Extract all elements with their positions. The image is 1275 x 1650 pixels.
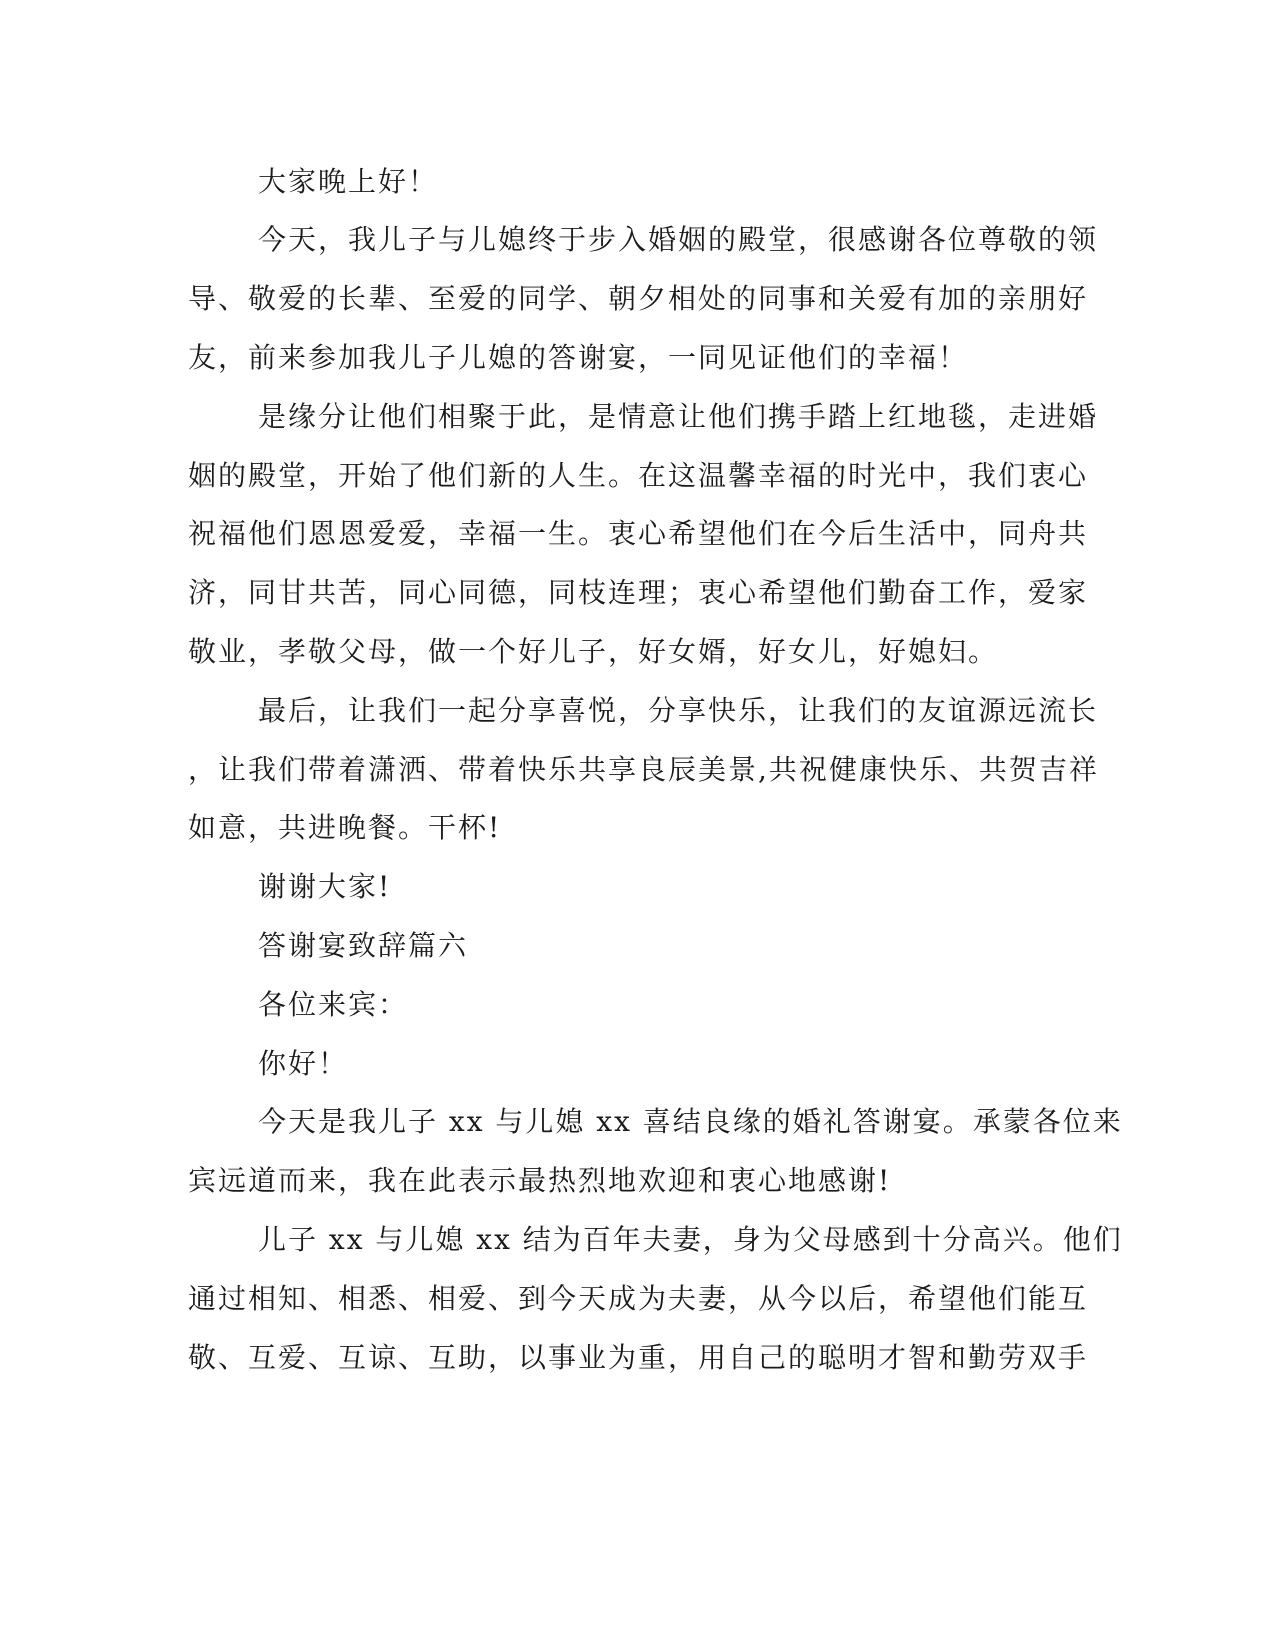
paragraph-line: 姻的殿堂，开始了他们新的人生。在这温馨幸福的时光中，我们衷心 (188, 459, 1089, 492)
paragraph-line: 儿子 xx 与儿媳 xx 结为百年夫妻，身为父母感到十分高兴。他们 (258, 1223, 1123, 1256)
paragraph-line: 是缘分让他们相聚于此，是情意让他们携手踏上红地毯，走进婚 (258, 400, 1099, 433)
thanks-line: 谢谢大家! (258, 870, 392, 903)
section-title: 答谢宴致辞篇六 (258, 929, 469, 962)
paragraph-line: 济，同甘共苦，同心同德，同枝连理；衷心希望他们勤奋工作，爱家 (188, 576, 1089, 609)
paragraph-line: 宾远道而来，我在此表示最热烈地欢迎和衷心地感谢! (188, 1164, 892, 1197)
paragraph-line: 通过相知、相悉、相爱、到今天成为夫妻，从今以后，希望他们能互 (188, 1282, 1089, 1315)
paragraph-line: 最后，让我们一起分享喜悦，分享快乐，让我们的友谊源远流长 (258, 694, 1099, 727)
paragraph-line: 今天是我儿子 xx 与儿媳 xx 喜结良缘的婚礼答谢宴。承蒙各位来 (258, 1105, 1123, 1138)
salutation-line: 各位来宾： (258, 988, 409, 1021)
paragraph-line: 敬业，孝敬父母，做一个好儿子，好女婿，好女儿，好媳妇。 (188, 635, 999, 668)
paragraph-line: 友，前来参加我儿子儿媳的答谢宴，一同见证他们的幸福！ (188, 341, 969, 374)
paragraph-line: 敬、互爱、互谅、互助，以事业为重，用自己的聪明才智和勤劳双手 (188, 1341, 1089, 1374)
paragraph-line: 今天，我儿子与儿媳终于步入婚姻的殿堂，很感谢各位尊敬的领 (258, 223, 1099, 256)
paragraph-line: 如意，共进晚餐。干杯! (188, 811, 502, 844)
paragraph-line: ，让我们带着潇洒、带着快乐共享良辰美景,共祝健康快乐、共贺吉祥 (188, 753, 1099, 786)
paragraph-line: 祝福他们恩恩爱爱，幸福一生。衷心希望他们在今后生活中，同舟共 (188, 517, 1089, 550)
greeting-line: 你好！ (258, 1047, 349, 1080)
paragraph-line: 导、敬爱的长辈、至爱的同学、朝夕相处的同事和关爱有加的亲朋好 (188, 282, 1089, 315)
greeting-line: 大家晚上好！ (258, 165, 439, 198)
